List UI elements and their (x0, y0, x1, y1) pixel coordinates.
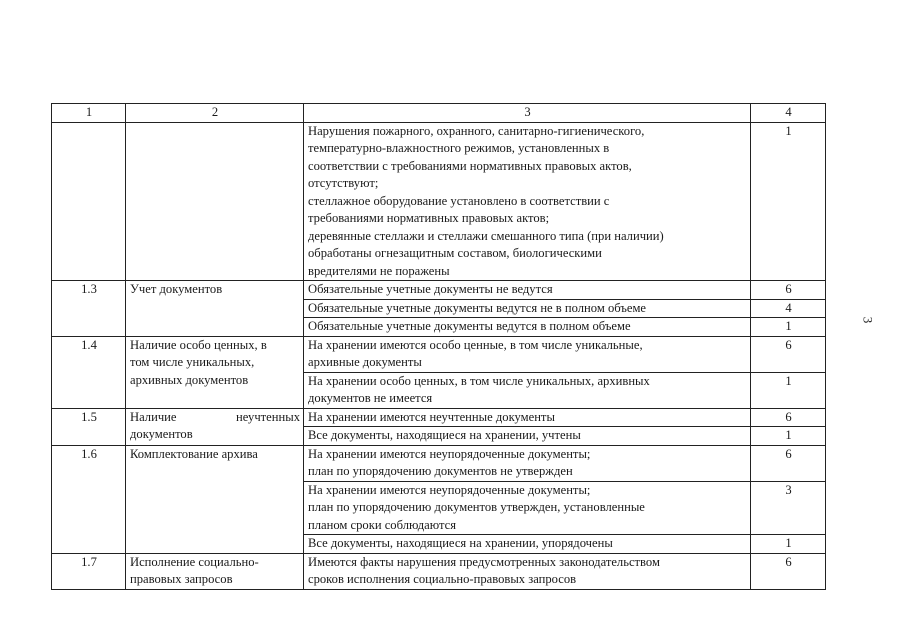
criterion-name-line: документов (130, 427, 193, 441)
header-cell-3: 3 (304, 104, 751, 123)
condition-line: деревянные стеллажи и стеллажи смешанного типа (при наличии) (308, 228, 664, 243)
condition-cell (304, 535, 751, 554)
condition-cell (304, 122, 751, 281)
condition-line: Обязательные учетные документы ведутся не в полном объеме (308, 300, 647, 315)
condition-cell (304, 408, 751, 427)
condition-line: На хранении имеются неупорядоченные документы; (308, 482, 591, 497)
condition-cell (304, 372, 751, 408)
score-cell: 6 (751, 445, 826, 481)
condition-line: отсутствуют; (308, 176, 379, 190)
condition-line: Все документы, находящиеся на хранении, упорядочены (308, 536, 613, 550)
row-number-cell: 1.6 (52, 445, 126, 553)
criterion-name-cell (126, 445, 304, 553)
condition-line: требованиями нормативных правовых актов; (308, 211, 550, 225)
header-cell-1: 1 (52, 104, 126, 123)
condition-line: обработаны огнезащитным составом, биологическими (308, 246, 602, 260)
condition-line: Имеются факты нарушения предусмотренных законодательством (308, 554, 660, 569)
condition-line: Нарушения пожарного, охранного, санитарно-гигиенического, (308, 123, 645, 138)
table-row (52, 553, 826, 589)
criterion-name-cell (126, 336, 304, 408)
criterion-name-line: Наличие особо ценных, в (130, 337, 267, 352)
condition-line: Все документы, находящиеся на хранении, учтены (308, 428, 581, 442)
criteria-table (51, 103, 826, 590)
criterion-name-cell (126, 122, 304, 281)
criterion-name-cell (126, 408, 304, 445)
criterion-name-cell (126, 281, 304, 337)
condition-line: план по упорядочению документов утвержден, установленные (308, 500, 645, 514)
score-cell: 6 (751, 408, 826, 427)
condition-cell (304, 553, 751, 589)
table-row (52, 336, 826, 372)
score-cell: 6 (751, 553, 826, 589)
row-number-cell: 1.3 (52, 281, 126, 337)
criterion-name-line: Исполнение социально- (130, 554, 259, 569)
criterion-name-line: правовых запросов (130, 572, 233, 586)
condition-cell (304, 336, 751, 372)
condition-line: вредителями не поражены (308, 263, 450, 278)
header-cell-4: 4 (751, 104, 826, 123)
score-cell: 3 (751, 481, 826, 535)
condition-line: соответствии с требованиями нормативных правовых актов, (308, 158, 632, 173)
row-number-cell: 1.7 (52, 553, 126, 589)
condition-line: Обязательные учетные документы не ведутся (308, 282, 553, 296)
table-row (52, 281, 826, 300)
condition-line: На хранении имеются неучтенные документы (308, 409, 555, 424)
row-number-cell (52, 122, 126, 281)
header-row (52, 104, 826, 123)
condition-cell (304, 299, 751, 318)
table-row (52, 122, 826, 281)
row-number-cell: 1.5 (52, 408, 126, 445)
condition-line: документов не имеется (308, 391, 433, 405)
condition-cell (304, 318, 751, 337)
criterion-name-cell (126, 553, 304, 589)
condition-line: планом сроки соблюдаются (308, 517, 457, 532)
criterion-name-line: архивных документов (130, 372, 249, 387)
page-number: 3 (860, 316, 876, 324)
condition-line: На хранении имеются особо ценные, в том числе уникальные, (308, 337, 643, 352)
score-cell: 1 (751, 122, 826, 281)
condition-line: температурно-влажностного режимов, установленных в (308, 141, 610, 155)
table-row (52, 445, 826, 481)
condition-cell (304, 427, 751, 446)
condition-line: план по упорядочению документов не утвержден (308, 464, 573, 478)
condition-line: сроков исполнения социально-правовых запросов (308, 572, 577, 586)
row-number-cell: 1.4 (52, 336, 126, 408)
table-row (52, 408, 826, 427)
score-cell: 6 (751, 336, 826, 372)
score-cell: 4 (751, 299, 826, 318)
criterion-name-line: Учет документов (130, 282, 223, 296)
condition-line: На хранении имеются неупорядоченные документы; (308, 446, 591, 461)
condition-cell (304, 281, 751, 300)
criterion-name-line: Комплектование архива (130, 446, 258, 461)
condition-cell (304, 445, 751, 481)
score-cell: 1 (751, 535, 826, 554)
condition-line: На хранении особо ценных, в том числе уникальных, архивных (308, 373, 650, 388)
condition-cell (304, 481, 751, 535)
score-cell: 6 (751, 281, 826, 300)
score-cell: 1 (751, 427, 826, 446)
score-cell: 1 (751, 372, 826, 408)
condition-line: архивные документы (308, 355, 422, 369)
condition-line: стеллажное оборудование установлено в соответствии с (308, 193, 610, 208)
condition-line: Обязательные учетные документы ведутся в полном объеме (308, 319, 631, 333)
score-cell: 1 (751, 318, 826, 337)
criterion-name-line: Наличие неучтенных (130, 409, 300, 424)
criterion-name-line: том числе уникальных, (130, 355, 255, 369)
header-cell-2: 2 (126, 104, 304, 123)
